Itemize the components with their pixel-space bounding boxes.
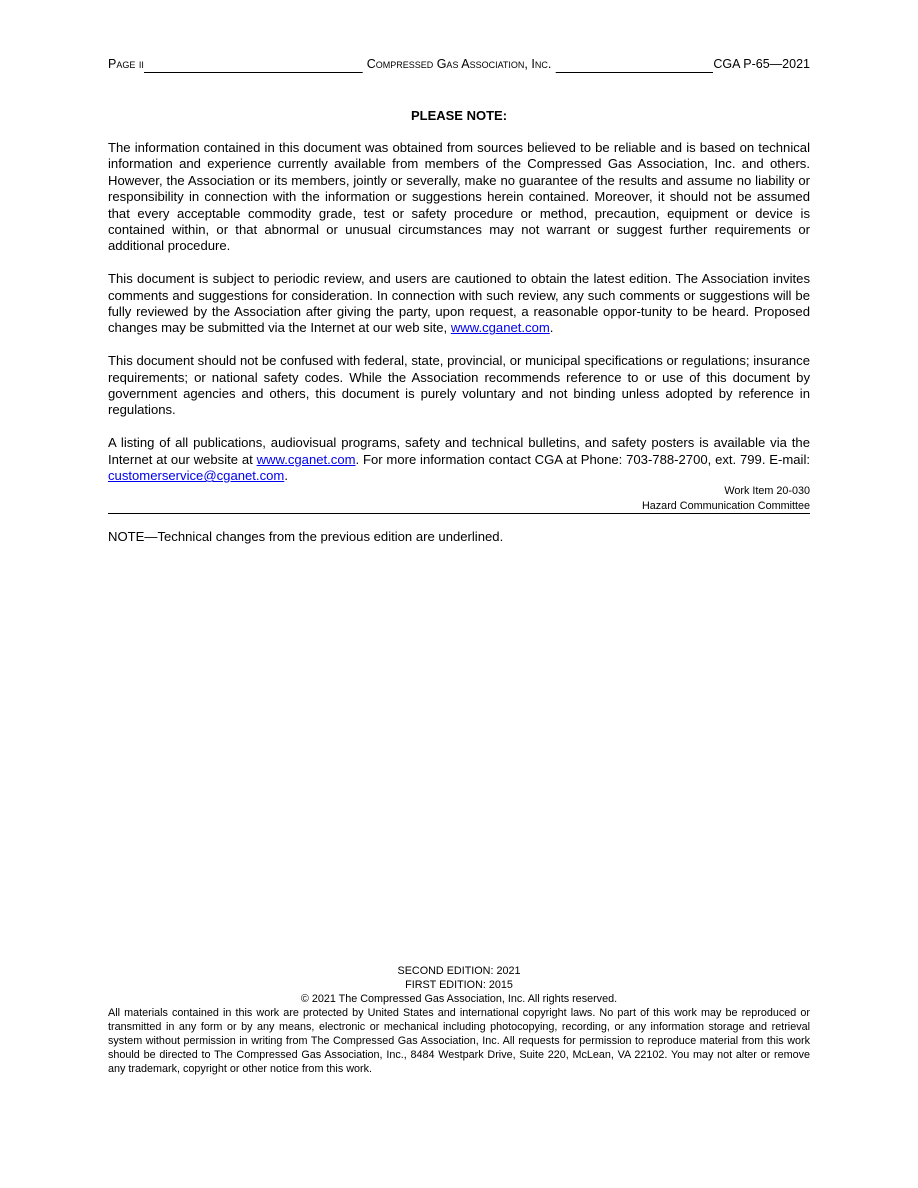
disclaimer-paragraph: The information contained in this document was obtained from sources believed to be reliable and is based on technical information and experience currently available from members of the Compressed Gas Association, Inc. and others. However, the Association or its members, jointly or severally, make no guarantee of the results and assume no liability or responsibility in connection with the information or suggestions herein contained. Moreover, it should not be assumed that every acceptable commodity grade, test or safety procedure or method, precaution, equipment or device is contained within, or that abnormal or unusual circumstances may not warrant or suggest further requirements or additional procedure. (108, 140, 810, 254)
website-link-2[interactable]: www.cganet.com (256, 451, 356, 467)
notice-body (108, 140, 810, 484)
header-publisher: Compressed Gas Association, Inc. (363, 55, 556, 73)
publications-text: A listing of all publications, audiovisual programs, safety and technical bulletins, and safety posters is available via the Internet at our website at (108, 435, 810, 467)
committee-name: Hazard Communication Committee (641, 499, 810, 512)
header-page-number: Page ii (108, 57, 144, 71)
review-end: . (549, 320, 554, 336)
publications-end: . (284, 468, 288, 484)
technical-changes-note: NOTE—Technical changes from the previous edition are underlined. (108, 529, 504, 544)
publications-paragraph (108, 435, 810, 484)
work-item-block (108, 484, 810, 514)
work-item-number: Work Item 20-030 (724, 485, 810, 497)
copyright-line: © 2021 The Compressed Gas Association, Inc. All rights reserved. (300, 993, 618, 1005)
second-edition: SECOND EDITION: 2021 (397, 965, 521, 977)
running-header (108, 54, 810, 73)
review-paragraph (108, 271, 810, 337)
legal-notice: All materials contained in this work are protected by United States and international copyright laws. No part of this work may be reproduced or transmitted in any form or by any means, electronic or mechanical including photocopying, recording, or any information storage and retrieval system without permission in writing from The Compressed Gas Association, Inc. All requests for permission to reproduce material from this work should be directed to The Compressed Gas Association, Inc., 8484 Westpark Drive, Suite 220, McLean, VA 22102. You may not alter or remove any trademark, copyright or other notice from this work. (108, 1007, 810, 1075)
header-document-id: CGA P-65—2021 (713, 57, 810, 71)
website-link[interactable]: www.cganet.com (450, 320, 550, 336)
page-title: PLEASE NOTE: (410, 108, 508, 123)
regulations-paragraph: This document should not be confused with federal, state, provincial, or municipal specifications or regulations; insurance requirements; or national safety codes. While the Association recommends reference to or use of this document by government agencies and others, this document is purely voluntary and not binding unless adopted by reference in regulations. (108, 353, 810, 418)
review-text: This document is subject to periodic review, and users are cautioned to obtain the latest edition. The Association invites comments and suggestions for consideration. In connection with such review, any such comments or suggestions will be fully reviewed by the Association after giving the party, upon request, a reasonable oppor-tunity to be heard. Proposed changes may be submitted via the Internet at our web site, (108, 271, 810, 336)
document-page (108, 0, 810, 1188)
email-link[interactable]: customerservice@cganet.com (108, 468, 285, 484)
first-edition: FIRST EDITION: 2015 (405, 979, 513, 991)
contact-text: . For more information contact CGA at Phone: 703-788-2700, ext. 799. E-mail: (355, 451, 810, 467)
copyright-footer (108, 964, 810, 1076)
